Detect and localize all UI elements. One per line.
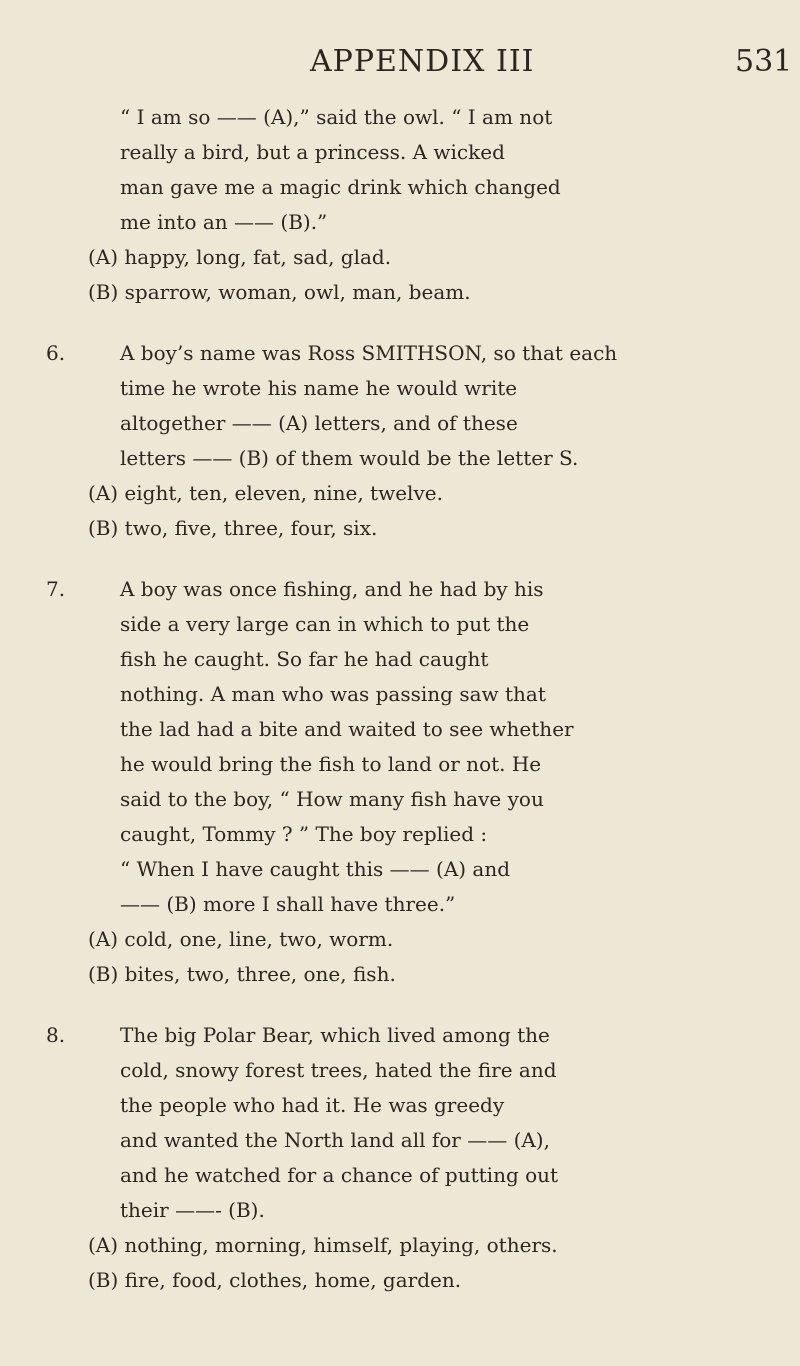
question-5-continuation bbox=[0, 100, 800, 310]
question-text-line: and he watched for a chance of putting out bbox=[120, 1163, 559, 1187]
question-text-line: cold, snowy forest trees, hated the fire and bbox=[120, 1058, 557, 1082]
page-number: 531 bbox=[735, 44, 793, 79]
question-text-line: fish he caught. So far he had caught bbox=[120, 647, 489, 671]
question-text: A boy’s name was Ross SMITHSON, so that each bbox=[120, 341, 618, 365]
question-text-line: letters —— (B) of them would be the letter S. bbox=[120, 446, 579, 470]
question-text-line: caught, Tommy ? ” The boy replied : bbox=[120, 822, 488, 846]
question-text-line: nothing. A man who was passing saw that bbox=[120, 682, 546, 706]
question-text-line: —— (B) more I shall have three.” bbox=[120, 892, 456, 916]
question-8 bbox=[0, 1018, 800, 1298]
question-text-line: side a very large can in which to put the bbox=[120, 612, 530, 636]
question-text-line: their ——- (B). bbox=[120, 1198, 265, 1222]
question-text-line: time he wrote his name he would write bbox=[120, 376, 518, 400]
option-b-line: (B) bites, two, three, one, fish. bbox=[88, 962, 396, 986]
question-text-line: he would bring the fish to land or not. He bbox=[120, 752, 542, 776]
option-b-line: (B) fire, food, clothes, home, garden. bbox=[88, 1268, 462, 1292]
question-text-line bbox=[0, 1018, 800, 1053]
question-text-line: and wanted the North land all for —— (A), bbox=[120, 1128, 550, 1152]
question-text-line: altogether —— (A) letters, and of these bbox=[120, 411, 518, 435]
option-a-line: (A) eight, ten, eleven, nine, twelve. bbox=[88, 481, 443, 505]
question-text-line: the people who had it. He was greedy bbox=[120, 1093, 505, 1117]
question-6 bbox=[0, 336, 800, 546]
question-text-line: man gave me a magic drink which changed bbox=[120, 175, 561, 199]
question-text-line: “ When I have caught this —— (A) and bbox=[120, 857, 511, 881]
page-header bbox=[0, 44, 800, 88]
question-7 bbox=[0, 572, 800, 992]
question-number: 7. bbox=[46, 577, 66, 601]
option-a-line: (A) happy, long, fat, sad, glad. bbox=[88, 245, 392, 269]
option-a-line: (A) cold, one, line, two, worm. bbox=[88, 927, 394, 951]
question-text: The big Polar Bear, which lived among the bbox=[120, 1023, 550, 1047]
question-text-line: “ I am so —— (A),” said the owl. “ I am not bbox=[120, 105, 553, 129]
running-head: APPENDIX III bbox=[310, 44, 535, 79]
option-a-line: (A) nothing, morning, himself, playing, others. bbox=[88, 1233, 558, 1257]
question-text-line: really a bird, but a princess. A wicked bbox=[120, 140, 505, 164]
question-text-line: me into an —— (B).” bbox=[120, 210, 328, 234]
question-text-line: the lad had a bite and waited to see whether bbox=[120, 717, 574, 741]
question-number: 8. bbox=[46, 1023, 66, 1047]
question-text: A boy was once fishing, and he had by his bbox=[120, 577, 544, 601]
question-number: 6. bbox=[46, 341, 66, 365]
question-text-line bbox=[0, 572, 800, 607]
question-text-line bbox=[0, 336, 800, 371]
page-body bbox=[0, 100, 800, 1298]
option-b-line: (B) sparrow, woman, owl, man, beam. bbox=[88, 280, 471, 304]
question-text-line: said to the boy, “ How many fish have you bbox=[120, 787, 544, 811]
option-b-line: (B) two, five, three, four, six. bbox=[88, 516, 378, 540]
